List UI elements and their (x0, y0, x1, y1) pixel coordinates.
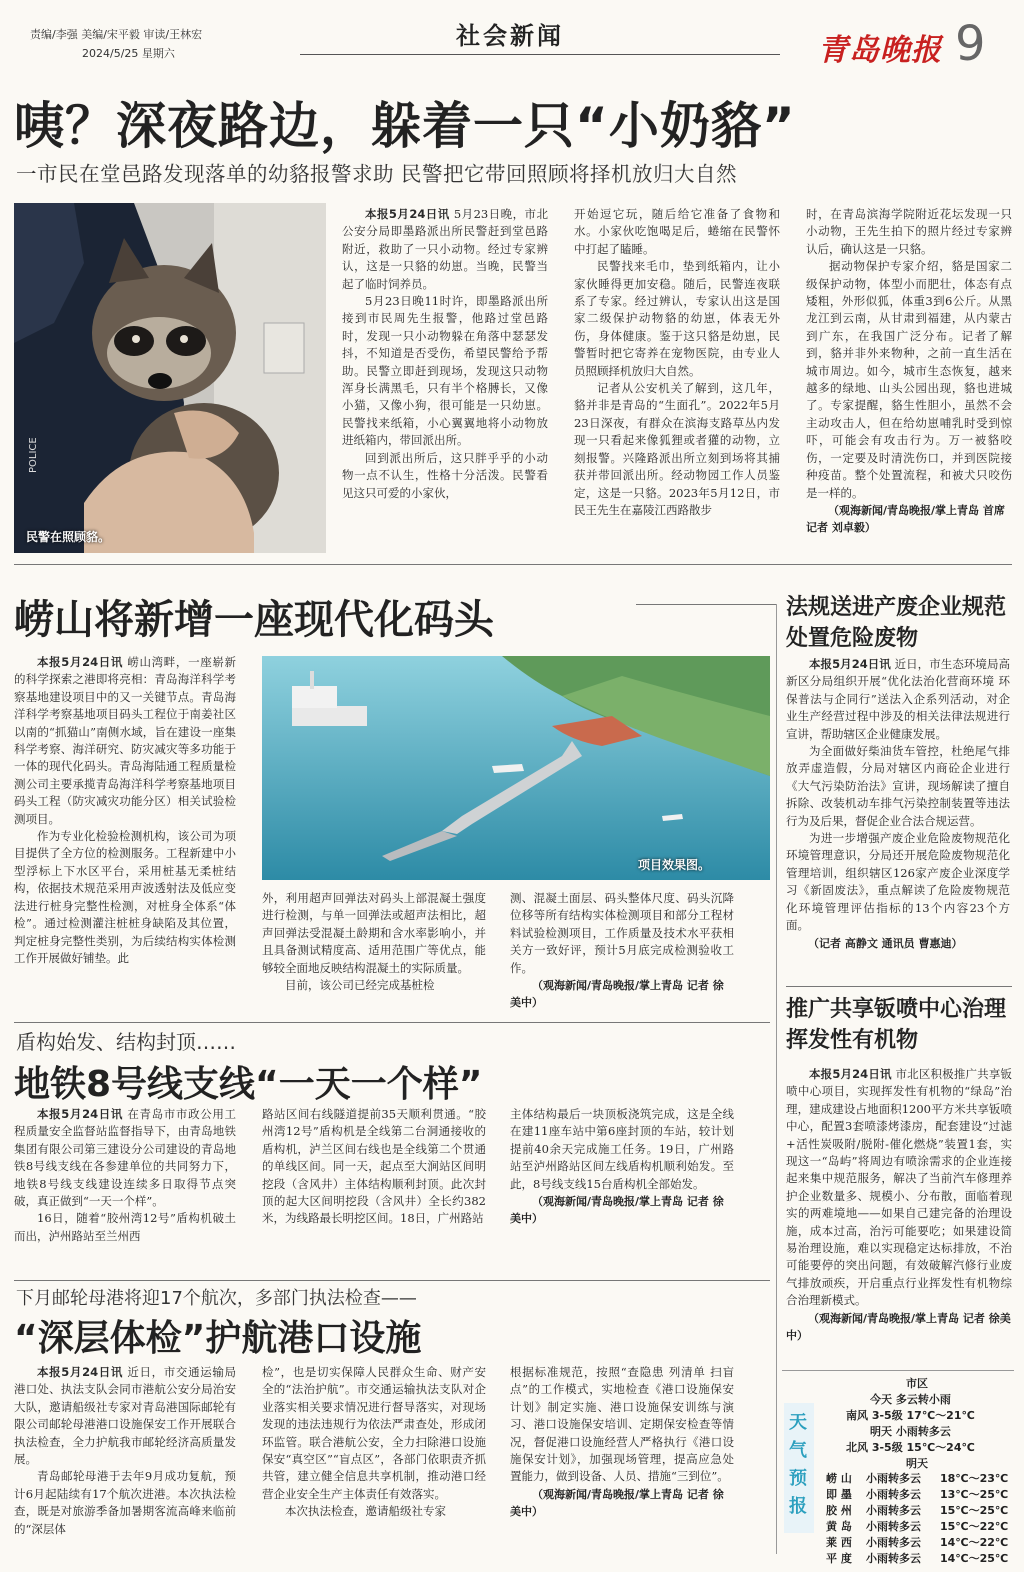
story2-p2: 作为专业化检验检测机构，该公司为项目提供了全方位的检测服务。工程新建中小型浮标上下水区平台，采用桩基无柔桩结构，依据技术规范采用声波透射法及低应变法进行桩身完整性检测，对桩身全体系“体检”。通过检测灌注桩桩身缺陷及其位置，判定桩身完整性类别，为后续结构实体检测工作开展做好铺垫。此 (14, 829, 236, 965)
story1-p6: 记者从公安机关了解到，这几年，貉并非是青岛的“生面孔”。2022年5月23日深夜，有群众在滨海支路草丛内发现一只看起来像狐狸或者獾的动物，立刻报警。兴隆路派出所立刻到场将其捕获并带回派出所。经动物园工作人员鉴定，这是一只貉。2023年5月12日，市民王先生在嘉陵江西路散步 (574, 381, 780, 517)
side1-body (786, 656, 1010, 952)
side2-credit: （观海新闻/青岛晚报/掌上青岛 记者 徐美中） (786, 1311, 1011, 1342)
divider-2 (14, 1022, 770, 1023)
story4-credit: （观海新闻/青岛晚报/掌上青岛 记者 徐美中） (510, 1487, 724, 1518)
side1-credit: （记者 高静文 通讯员 曹惠迪） (808, 936, 963, 950)
page-number: 9 (955, 16, 986, 72)
story2-photo-caption: 项目效果图。 (638, 858, 711, 872)
story1-p3: 回到派出所后，这只胖乎乎的小动物一点不认生，性格十分活泼。民警看见这只可爱的小家伙， (342, 450, 548, 500)
story4-p5: 根据标准规范，按照“查隐患 列清单 扫盲点”的工作模式，实地检查《港口设施保安计划》制定实施、港口设施保安训练与演习、港口设施保安培训、定期保安检查等情况，督促港口设施经营人严格执行《港口设施保安计划》，加强现场管理，提高应急处置能力，做到设备、人员、措施“三到位”。 (510, 1365, 734, 1484)
story4-kicker: 下月邮轮母港将迎17个航次，多部门执法检查—— (16, 1288, 417, 1309)
weather-row: 平 度 小雨转多云 14℃～25℃ (826, 1552, 1009, 1565)
weather-row: 莱 西 小雨转多云 14℃～22℃ (826, 1536, 1009, 1549)
story2-p5: 测、混凝土面层、码头整体尺度、码头沉降位移等所有结构实体检测项目和部分工程材料试验检测项目，工作质量及技术水平获相关方一致好评，预计5月底完成检测验收工作。 (510, 891, 734, 975)
story1-subtitle: 一市民在堂邑路发现落单的幼貉报警求助 民警把它带回照顾将择机放归大自然 (16, 162, 738, 186)
weather-tomorrow-wind: 北风 3-5级 15℃～24℃ (846, 1441, 975, 1454)
story3-col1 (14, 1106, 236, 1245)
story3-p3: 路站区间右线隧道提前35天顺利贯通。“胶州湾12号”盾构机是全线第二台洞通接收的盾构机，泸兰区间右线也是全线第二个贯通的单线区间。同一天，起点至大涧站区间明挖段（含风井）主体结构顺利封顶。此次封顶的起大区间明挖段（含风井）全长约382米，为线路最长明挖区间。18日，广州路站 (262, 1107, 486, 1226)
story4-col2 (262, 1364, 486, 1521)
story1-col2 (574, 206, 780, 519)
masthead-rule (300, 54, 780, 55)
masthead (0, 0, 1024, 80)
weather-row: 黄 岛 小雨转多云 15℃～22℃ (826, 1520, 1009, 1533)
weather-today-wind: 南风 3-5级 17℃～21℃ (846, 1409, 975, 1422)
story3-title: 地铁8号线支线“一天一个样” (14, 1064, 483, 1105)
story4-p3: 检”，也是切实保障人民群众生命、财产安全的“法治护航”。市交通运输执法支队对企业落实相关要求情况进行督导落实，对现场发现的违法违规行为依法严肃查处，形成闭环监管。联合港航公安，全力扫除港口设施保安“真空区”“盲点区”，各部门依职责齐抓共管，建立健全信息共享机制，推动港口经营企业安全生产主体责任有效落实。 (262, 1365, 486, 1501)
weather-rows (826, 1471, 1012, 1567)
story1-p2: 5月23日晚11时许，即墨路派出所接到市民周先生报警，他路过堂邑路时，发现一只小动物躲在角落中瑟瑟发抖，不知道是否受伤，希望民警给予帮助。民警立即赶到现场，发现这只动物浑身长满黑毛，只有半个格膊长，又像小猫，又像小狗，很可能是一只幼崽。民警找来纸箱，小心翼翼地将小动物放进纸箱内，带回派出所。 (342, 294, 548, 448)
story2-title: 崂山将新增一座现代化码头 (14, 597, 494, 643)
story1-p1: 本报5月24日讯 5月23日晚，市北公安分局即墨路派出所民警赶到堂邑路附近，救助了一只小动物。经过专家辨认，这是一只貉的幼崽。当晚，民警当起了临时饲养员。 (342, 207, 549, 291)
story1-p4: 开始逗它玩，随后给它准备了食物和水。小家伙吃饱喝足后，蜷缩在民警怀中打起了瞌睡。 (574, 207, 780, 256)
story1-col3 (806, 206, 1012, 536)
story4-col1 (14, 1364, 236, 1538)
svg-text:POLICE: POLICE (28, 437, 39, 473)
story3-col3 (510, 1106, 734, 1227)
story3-p1: 本报5月24日讯 在青岛市市政公用工程质量安全监督站监督指导下，由青岛地铁集团有限公司第三建设分公司建设的青岛地铁8号线支线在各参建单位的共同努力下，地铁8号线支线建设连续多日取得节点突破，真正做到“一天一个样”。 (14, 1107, 237, 1209)
story1-p7: 时，在青岛滨海学院附近花坛发现一只小动物，王先生拍下的照片经过专家辨认后，确认这是一只貉。 (806, 207, 1012, 256)
story2-p3: 外，利用超声回弹法对码头上部混凝土强度进行检测，与单一回弹法或超声法相比，超声回弹法受混凝土龄期和含水率影响小，并且具备测试精度高、适用范围广等优点，能够较全面地反映结构混凝土的实际质量。 (262, 891, 486, 975)
column-divider (776, 604, 777, 1554)
issue-date: 2024/5/25 星期六 (82, 47, 175, 60)
story4-p1: 本报5月24日讯 近日，市交通运输局港口处、执法支队会同市港航公安分局治安大队，邀请船级社专家对青岛港国际邮轮有限公司邮轮母港港口设施保安工作开展联合执法检查，全力护航我市邮轮经济高质量发展。 (14, 1365, 237, 1467)
story4-title: “深层体检”护航港口设施 (14, 1318, 422, 1359)
story1-photo (14, 203, 326, 553)
story3-kicker: 盾构始发、结构封顶…… (16, 1030, 236, 1054)
story2-p4: 目前，该公司已经完成基桩检 (285, 978, 435, 993)
story2-p1: 本报5月24日讯 崂山湾畔，一座崭新的科学探索之港即将亮相：青岛海洋科学考察基地建设项目中的又一关键节点。青岛海洋科学考察基地项目码头工程位于南姜社区以南的“抓猫山”南侧水域，旨在建设一座集科学考察、海洋研究、防灾减灾等多功能于一体的现代化码头。青岛海陆通工程质量检测公司主要承揽青岛海洋科学考察基地项目码头工程（防灾减灾功能分区）相关试验检测项目。 (14, 655, 237, 826)
story3-credit: （观海新闻/青岛晚报/掌上青岛 记者 徐美中） (510, 1195, 724, 1226)
weather-row: 即 墨 小雨转多云 13℃～25℃ (826, 1488, 1009, 1501)
side2-p1: 本报5月24日讯 市北区积极推广共享钣喷中心项目，实现挥发性有机物的“绿岛”治理，建成建设占地面积1200平方米共享钣喷中心，配置3套喷漆烤漆房，配套建设“过滤+活性炭吸附/脱附-催化燃烧”装置1套，实现这一“岛屿”将周边有喷涂需求的企业连接起来集中规范服务，解决了当前汽车修理养护企业数量多、规模小、分布散，面临着现实的两难境地——如果自己建完备的治理设施，成本过高，治污可能要吃；如果建设简易治理设施，难以实现稳定达标排放，不治可能要停的突出问题，有效破解汽修行业废气排放顽疾，开启重点行业挥发性有机物综合治理新模式。 (786, 1067, 1012, 1308)
side2-body (786, 1066, 1012, 1344)
divider-1 (14, 564, 1012, 565)
story3-col2 (262, 1106, 486, 1228)
story1-photo-caption: 民警在照顾貉。 (26, 530, 111, 544)
story2-title-rule (636, 604, 776, 605)
weather-tomorrow-header: 明天 (906, 1457, 928, 1470)
story1-credit: （观海新闻/青岛晚报/掌上青岛 首席记者 刘卓毅） (806, 503, 1005, 534)
story3-p2: 16日，随着“胶州湾12号”盾构机破土而出，泸州路站至兰州西 (14, 1211, 236, 1243)
story2-photo (262, 656, 770, 880)
weather-label-block (784, 1403, 814, 1533)
story2-col1 (14, 654, 236, 967)
raccoon-dog-photo (14, 203, 326, 553)
story4-p2: 青岛邮轮母港于去年9月成功复航，预计6月起陆续有17个航次进港。本次执法检查，既是对旅游季备加暑期客流高峰来临前的“深层体 (14, 1469, 236, 1536)
story1-p5: 民警找来毛巾，垫到纸箱内，让小家伙睡得更加安稳。随后，民警连夜联系了专家。经过辨认，专家认出这是国家二级保护动物貉的幼崽，体表无外伤，身体健康。鉴于这只貉是幼崽，民警暂时把它寄养在宠物医院，由专业人员照顾择机放归大自然。 (574, 259, 780, 378)
weather-label: 天气预报 (789, 1412, 807, 1517)
side2-title: 推广共享钣喷中心治理挥发性有机物 (786, 997, 1007, 1053)
weather-today: 今天 多云转小雨 (870, 1393, 951, 1406)
story1-title: 咦？深夜路边，躲着一只“小奶貉” (14, 97, 796, 155)
story4-col3 (510, 1364, 734, 1520)
weather-box (782, 1370, 1014, 1567)
brand-logo: 青岛晚报 (818, 33, 942, 68)
story1-p8: 据动物保护专家介绍，貉是国家二级保护动物，体型小而肥壮，体态有点矮粗，外形似狐，体重3到6公斤。从黑龙江到云南，从甘肃到福建，从内蒙古到广东，在我国广泛分布。记者了解到，貉并非外来物种，之前一直生活在城市周边。如今，城市生态恢复，越来越多的绿地、山头公园出现，貉也进城了。专家提醒，貉生性胆小，虽然不会主动攻击人，但在给幼崽哺乳时受到惊吓，可能会有攻击行为。万一被貉咬伤，一定要及时清洗伤口，并到医院接种疫苗。整个处置流程，和被犬只咬伤是一样的。 (806, 259, 1012, 500)
weather-row: 胶 州 小雨转多云 15℃～25℃ (826, 1504, 1009, 1517)
story2-credit: （观海新闻/青岛晚报/掌上青岛 记者 徐美中） (510, 979, 724, 1010)
side1-p3: 为进一步增强产废企业危险废物规范化环境管理意识，分局还开展危险废物规范化管理培训，组织辖区126家产废企业深度学习《新固废法》，重点解读了危险废物规范化环境管理评估指标的13个内容23个方面。 (786, 831, 1010, 933)
story1-col1 (342, 206, 548, 502)
staff-line: 责编/李强 美编/宋平毅 审读/王林宏 (30, 28, 203, 41)
side-divider (786, 986, 1012, 987)
side1-p2: 为全面做好柴油货车管控，杜绝尾气排放弄虚造假，分局对辖区内商砼企业进行《大气污染防治法》宣讲，现场解读了擅自拆除、改装机动车排气污染控制装置等违法行为及后果，督促企业合法合规运营。 (786, 744, 1010, 828)
story2-col3 (510, 890, 734, 1011)
weather-city: 市区 (906, 1377, 928, 1390)
section-name: 社会新闻 (456, 22, 564, 50)
side1-p1: 本报5月24日讯 近日，市生态环境局高新区分局组织开展“优化法治化营商环境 环保普法与企同行”送法入企系列活动，对企业生产经营过程中涉及的相关法律法规进行宣讲，帮助辖区企业健康发展。 (786, 657, 1011, 741)
story3-p4: 主体结构最后一块顶板浇筑完成，这是全线在建11座车站中第6座封顶的车站，较计划提前40余天完成施工任务。19日，广州路站至泸州路站区间左线盾构机顺利始发。至此，8号线支线15台盾构机全部始发。 (510, 1107, 734, 1191)
weather-row: 崂 山 小雨转多云 18℃～23℃ (826, 1472, 1009, 1485)
harbor-rendering (262, 656, 770, 880)
weather-tomorrow: 明天 小雨转多云 (870, 1425, 951, 1438)
divider-3 (14, 1280, 770, 1281)
story4-p4: 本次执法检查，邀请船级社专家 (285, 1504, 446, 1519)
side1-title: 法规送进产废企业规范处置危险废物 (786, 595, 1007, 651)
story2-col2 (262, 890, 486, 994)
